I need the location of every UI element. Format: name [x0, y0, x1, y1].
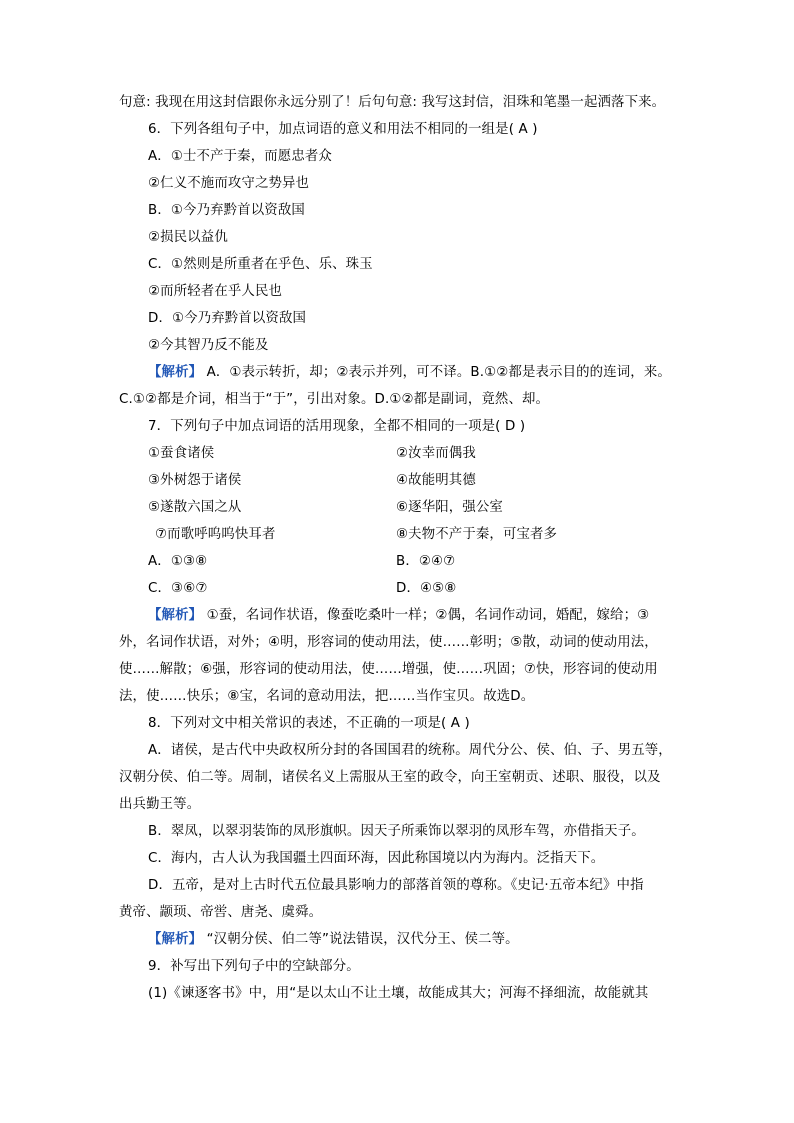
option-a1: A．①士不产于秦，而愿忠者众 — [148, 149, 332, 164]
q7-item-5: ⑤遂散六国之从 — [148, 500, 242, 515]
analysis-text: ①蚕，名词作状语，像蚕吃桑叶一样；②偶，名词作动词，婚配，嫁给；③ — [202, 608, 650, 623]
analysis-label: 【解析】 — [148, 365, 203, 380]
option-d1: D．①今乃弃黔首以资敌国 — [148, 311, 307, 326]
q7-option-b: B．②④⑦ — [396, 554, 456, 569]
q9-item-1: (1)《谏逐客书》中，用“是以太山不让土壤，故能成其大；河海不择细流，故能就其 — [148, 986, 649, 1001]
analysis-text: “汉朝分侯、伯二等”说法错误，汉代分王、侯二等。 — [202, 932, 519, 947]
option-b1: B．①今乃弃黔首以资敌国 — [148, 203, 305, 218]
analysis-label: 【解析】 — [148, 608, 203, 623]
question-9: 9．补写出下列句子中的空缺部分。 — [148, 959, 360, 974]
q7-item-4: ④故能明其德 — [396, 473, 476, 488]
option-c2: ②而所轻者在乎人民也 — [148, 284, 283, 299]
q7-item-8: ⑧夫物不产于秦，可宝者多 — [396, 527, 558, 542]
q8-option-d-line-2: 黄帝、颛顼、帝喾、唐尧、虞舜。 — [119, 905, 323, 920]
analysis-7-line-4: 法，使……快乐；⑧宝，名词的意动用法，把……当作宝贝。故选D。 — [119, 689, 535, 704]
q8-option-a-line-1: A．诸侯，是古代中央政权所分封的各国国君的统称。周代分公、侯、伯、子、男五等， — [148, 743, 672, 758]
q7-option-a: A．①③⑧ — [148, 554, 208, 569]
text-line: 句意: 我现在用这封信跟你永远分别了！后句句意: 我写这封信，泪珠和笔墨一起洒落下来。 — [119, 95, 666, 110]
q8-option-b: B．翠凤，以翠羽装饰的凤形旗帜。因天子所乘饰以翠羽的凤形车驾，亦借指天子。 — [148, 824, 645, 839]
analysis-8 — [148, 931, 519, 949]
option-c1: C．①然则是所重者在乎色、乐、珠玉 — [148, 257, 373, 272]
question-7: 7．下列句子中加点词语的活用现象，全都不相同的一项是( D ) — [148, 419, 526, 434]
analysis-7-line-2: 外，名词作状语，对外；④明，形容词的使动用法，使……彰明；⑤散，动词的使动用法， — [119, 635, 658, 650]
q8-option-c: C．海内，古人认为我国疆土四面环海，因此称国境以内为海内。泛指天下。 — [148, 851, 605, 866]
q8-option-a-line-3: 出兵勤王等。 — [119, 797, 201, 812]
analysis-label: 【解析】 — [148, 932, 203, 947]
question-8: 8．下列对文中相关常识的表述，不正确的一项是( A ) — [148, 716, 470, 731]
analysis-text: A．①表示转折，却；②表示并列，可不译。B.①②都是表示目的的连词，来。 — [202, 365, 671, 380]
q7-item-2: ②汝幸而偶我 — [396, 446, 476, 461]
analysis-6 — [148, 364, 671, 382]
analysis-7-line-3: 使……解散；⑥强，形容词的使动用法，使……增强，使……巩固；⑦快，形容词的使动用 — [119, 662, 658, 677]
q7-option-d: D．④⑤⑧ — [396, 581, 457, 596]
q7-item-7: ⑦而歌呼呜呜快耳者 — [155, 527, 276, 542]
q7-option-c: C．③⑥⑦ — [148, 581, 208, 596]
q7-item-1: ①蚕食诸侯 — [148, 446, 215, 461]
question-6: 6．下列各组句子中，加点词语的意义和用法不相同的一组是( A ) — [148, 122, 538, 137]
option-a2: ②仁义不施而攻守之势异也 — [148, 176, 310, 191]
q8-option-d-line-1: D．五帝，是对上古时代五位最具影响力的部落首领的尊称。《史记·五帝本纪》中指 — [148, 878, 644, 893]
q7-item-3: ③外树怨于诸侯 — [148, 473, 242, 488]
analysis-7 — [148, 607, 649, 625]
q7-item-6: ⑥逐华阳，强公室 — [396, 500, 503, 515]
option-b2: ②损民以益仇 — [148, 230, 228, 245]
option-d2: ②今其智乃反不能及 — [148, 338, 269, 353]
analysis-6-cont: C.①②都是介词，相当于“于”，引出对象。D.①②都是副词，竟然、却。 — [119, 392, 550, 407]
q8-option-a-line-2: 汉朝分侯、伯二等。周制，诸侯名义上需服从王室的政令，向王室朝贡、述职、服役，以及 — [119, 770, 661, 785]
